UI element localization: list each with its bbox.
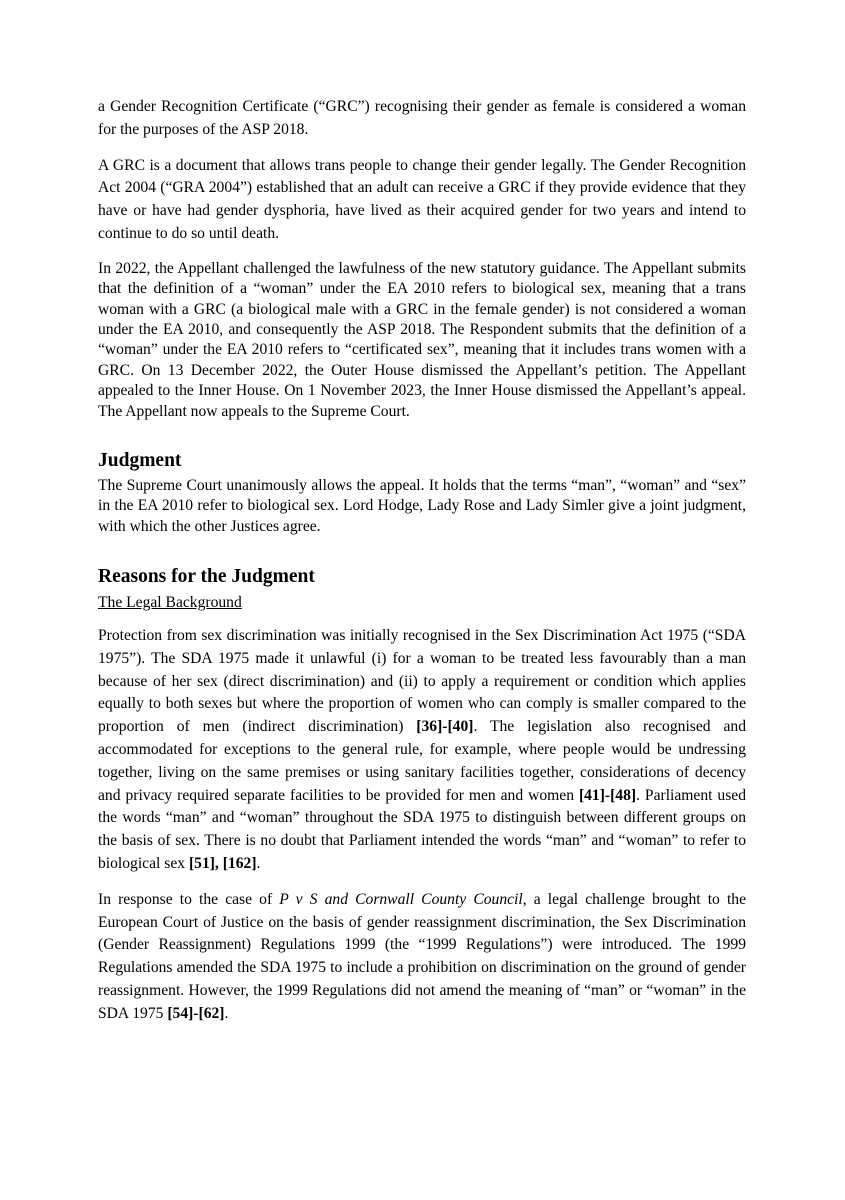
- paragraph-reference: [41]-[48]: [578, 786, 637, 804]
- paragraph-grc-definition: A GRC is a document that allows trans people to change their gender legally. The Gender Recognition Act 2004 (“GRA 2004”) established that an adult can receive a GRC if they provide evidence that they have or have had gender dysphoria, have lived as their acquired gender for two years and intend to continue to do so until death.: [98, 156, 746, 242]
- text-segment: .: [256, 855, 261, 873]
- paragraph-1999-regulations: [98, 889, 746, 1026]
- text-segment: Protection from sex discrimination was initially recognised in the Sex Discrimination Act 1975 (“SDA 1975”). The SDA 1975 made it unlawful (i) for a woman to be treated less favourably than a man because of her sex (direct discrimination) and (ii) to apply a requirement or condition which applies equally to both sexes but where the proportion of women who can comply is smaller compared to the proportion of men (indirect discrimination): [98, 627, 746, 736]
- paragraph-grc-intro: a Gender Recognition Certificate (“GRC”) recognising their gender as female is considered a woman for the purposes of the ASP 2018.: [98, 98, 746, 138]
- case-name: P v S and Cornwall County Council: [279, 890, 523, 908]
- paragraph-sda-1975: [98, 625, 746, 876]
- text-segment: . Parliament used the words “man” and “woman” throughout the SDA 1975 to distinguish between different groups on the basis of sex. There is no doubt that Parliament intended the words “man” and “woman” to refer to biological sex: [98, 786, 746, 873]
- judgment-heading: Judgment: [98, 450, 182, 472]
- document-page: [98, 96, 746, 1039]
- legal-background-subheading: The Legal Background: [98, 594, 242, 612]
- paragraph-reference: [54]-[62]: [167, 1004, 225, 1022]
- reasons-heading: Reasons for the Judgment: [98, 566, 315, 588]
- judgment-summary: The Supreme Court unanimously allows the appeal. It holds that the terms “man”, “woman” and “sex” in the EA 2010 refer to biological sex. Lord Hodge, Lady Rose and Lady Simler give a joint judgment, with which the other Justices agree.: [98, 477, 746, 535]
- paragraph-reference: [51], [162]: [188, 855, 257, 873]
- paragraph-reference: [36]-[40]: [416, 718, 474, 736]
- text-segment: . The legislation also recognised and accommodated for exceptions to the general rule, for example, where people would be undressing together, living on the same premises or using sanitary facilities together, considerations of decency and privacy required separate facilities to be provided for men and women: [98, 718, 746, 804]
- text-segment: .: [224, 1004, 229, 1022]
- text-segment: , a legal challenge brought to the European Court of Justice on the basis of gender reassignment discrimination, the Sex Discrimination (Gender Reassignment) Regulations 1999 (the “1999 Regulations”) were introduced. The 1999 Regulations amended the SDA 1975 to include a prohibition on discrimination on the ground of gender reassignment. However, the 1999 Regulations did not amend the meaning of “man” or “woman” in the SDA 1975: [98, 890, 746, 1022]
- text-segment: In response to the case of: [98, 890, 280, 908]
- paragraph-procedural-history: In 2022, the Appellant challenged the lawfulness of the new statutory guidance. The Appellant submits that the definition of a “woman” under the EA 2010 refers to biological sex, meaning that a trans woman with a GRC (a biological male with a GRC in the female gender) is not considered a woman under the EA 2010, and consequently the ASP 2018. The Respondent submits that the definition of a “woman” under the EA 2010 refers to “certificated sex”, meaning that it includes trans women with a GRC. On 13 December 2022, the Outer House dismissed the Appellant’s petition. The Appellant appealed to the Inner House. On 1 November 2023, the Inner House dismissed the Appellant’s appeal. The Appellant now appeals to the Supreme Court.: [98, 259, 746, 420]
